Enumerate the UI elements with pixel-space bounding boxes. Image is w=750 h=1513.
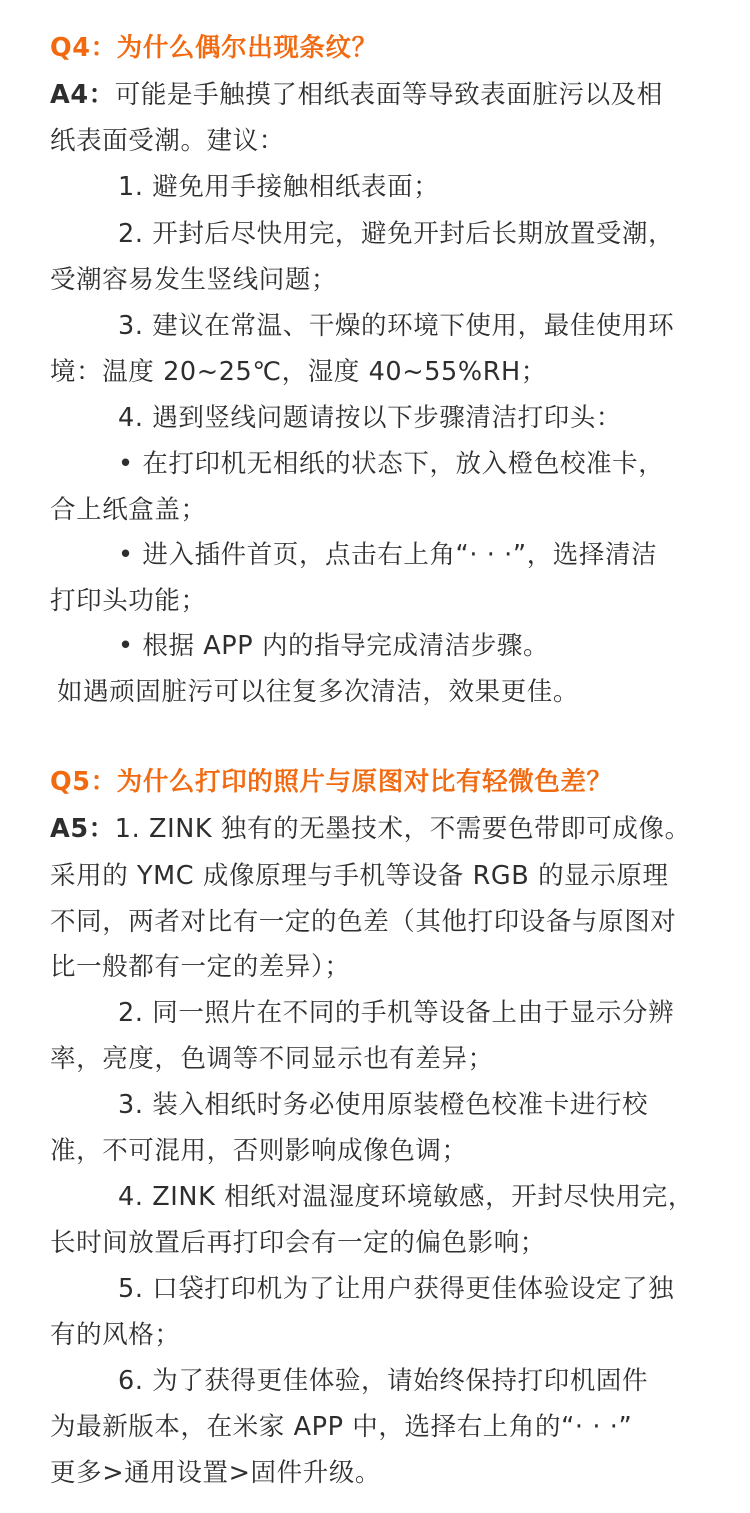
q5-answer-line: 2. 同一照片在不同的手机等设备上由于显示分辨 <box>118 998 675 1028</box>
q4-answer-label: A4： <box>50 80 115 110</box>
q4-answer-line: 3. 建议在常温、干燥的环境下使用，最佳使用环 <box>118 311 675 341</box>
q5-answer-line: 3. 装入相纸时务必使用原装橙色校准卡进行校 <box>118 1090 649 1120</box>
q5-answer-line: 采用的 YMC 成像原理与手机等设备 RGB 的显示原理 <box>50 861 669 891</box>
q4-answer-line: 4. 遇到竖线问题请按以下步骤清洁打印头： <box>118 403 623 433</box>
q5-answer-line: 不同，两者对比有一定的色差（其他打印设备与原图对 <box>50 907 677 937</box>
q5-answer-label: A5： <box>50 814 115 844</box>
q5-answer-line: 率，亮度，色调等不同显示也有差异； <box>50 1044 494 1074</box>
q5-question: Q5：为什么打印的照片与原图对比有轻微色差？ <box>50 767 613 797</box>
q4-answer-line: 合上纸盒盖； <box>50 495 207 525</box>
q5-answer-line: 更多>通用设置>固件升级。 <box>50 1458 382 1488</box>
q4-answer-line: 受潮容易发生竖线问题； <box>50 265 338 295</box>
q5-answer-first-line <box>50 811 750 847</box>
q5-answer-line: 5. 口袋打印机为了让用户获得更佳体验设定了独 <box>118 1274 675 1304</box>
q4-answer-line: 境：温度 20~25℃，湿度 40~55%RH； <box>50 357 547 387</box>
q5-answer-line: 6. 为了获得更佳体验，请始终保持打印机固件 <box>118 1366 649 1396</box>
q4-answer-line: • 根据 APP 内的指导完成清洁步骤。 <box>118 631 550 661</box>
q5-answer-text: 1. ZINK 独有的无墨技术，不需要色带即可成像。 <box>114 814 691 844</box>
q4-question: Q4：为什么偶尔出现条纹？ <box>50 33 378 63</box>
q4-answer-text: 可能是手触摸了相纸表面等导致表面脏污以及相 <box>114 80 663 110</box>
q4-answer-line: 纸表面受潮。建议： <box>50 126 285 156</box>
q5-answer-line: 为最新版本，在米家 APP 中，选择右上角的“· · ·” <box>50 1412 633 1442</box>
q4-answer-line: 2. 开封后尽快用完，避免开封后长期放置受潮， <box>118 219 675 249</box>
q5-answer-line: 4. ZINK 相纸对温湿度环境敏感，开封尽快用完， <box>118 1182 694 1212</box>
q4-answer-line: 1. 避免用手接触相纸表面； <box>118 172 440 202</box>
q5-answer-line: 有的风格； <box>50 1320 181 1350</box>
q5-answer-line: 比一般都有一定的差异）； <box>50 952 351 982</box>
q5-answer-line: 长时间放置后再打印会有一定的偏色影响； <box>50 1228 546 1258</box>
q4-answer-line: • 进入插件首页，点击右上角“· · ·”，选择清洁 <box>118 540 658 570</box>
q5-answer-line: 准，不可混用，否则影响成像色调； <box>50 1136 468 1166</box>
q4-answer-line: 如遇顽固脏污可以往复多次清洁，效果更佳。 <box>57 677 580 707</box>
q4-answer-first-line <box>50 77 750 113</box>
q4-answer-line: 打印头功能； <box>50 586 207 616</box>
q4-answer-line: • 在打印机无相纸的状态下，放入橙色校准卡， <box>118 449 665 479</box>
